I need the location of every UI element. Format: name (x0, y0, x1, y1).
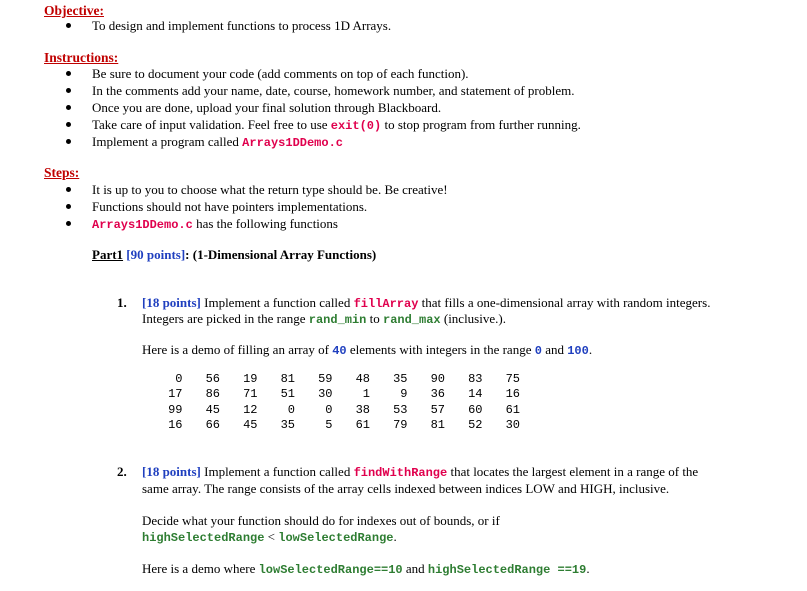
array-cell: 19 (243, 371, 258, 386)
array-cell: 60 (468, 402, 483, 417)
q1-points: [18 points] (142, 295, 201, 310)
table-row (145, 387, 520, 403)
demo-high-range: highSelectedRange ==19 (427, 563, 587, 577)
instruction-item-implement: Implement a program called Arrays1DDemo.c (92, 134, 343, 150)
func-findwithrange: findWithRange (353, 466, 448, 480)
array-cell: 30 (505, 418, 520, 433)
bullet-icon (66, 88, 71, 93)
step-item-functions: Arrays1DDemo.c has the following functions (92, 216, 338, 232)
array-cell: 16 (505, 387, 520, 402)
bullet-icon (66, 139, 71, 144)
array-cell: 5 (325, 418, 333, 433)
array-cell: 0 (175, 371, 183, 386)
demo-low: 0 (534, 344, 542, 358)
array-cell: 83 (468, 371, 483, 386)
bullet-icon (66, 221, 71, 226)
filename-code: Arrays1DDemo.c (92, 218, 193, 232)
array-cell: 53 (393, 402, 408, 417)
bullet-icon (66, 187, 71, 192)
demo-array-table (145, 371, 520, 433)
array-cell: 81 (430, 418, 445, 433)
q1-line1: [18 points] Implement a function called fillArray that fills a one-dimensional array with random integers. (142, 295, 711, 311)
table-row (145, 418, 520, 434)
instruction-item: Be sure to document your code (add comments on top of each function). (92, 66, 469, 81)
array-cell: 79 (393, 418, 408, 433)
demo-low-range: lowSelectedRange==10 (258, 563, 403, 577)
array-cell: 57 (430, 402, 445, 417)
q2-line2: same array. The range consists of the array cells indexed between indices LOW and HIGH, inclusive. (142, 481, 670, 496)
instruction-item: In the comments add your name, date, course, homework number, and statement of problem. (92, 83, 575, 98)
array-cell: 81 (280, 371, 295, 386)
array-cell: 12 (243, 402, 258, 417)
rand-max-code: rand_max (383, 313, 441, 327)
array-cell: 75 (505, 371, 520, 386)
q2-line1: [18 points] Implement a function called findWithRange that locates the largest element in a range of the (142, 464, 699, 480)
part1-heading: Part1 [90 points]: (1-Dimensional Array Functions) (92, 247, 377, 262)
high-range-code: highSelectedRange (142, 531, 265, 545)
step-item: Functions should not have pointers implementations. (92, 199, 368, 214)
instruction-item-validation: Take care of input validation. Feel free to use exit(0) to stop program from further running. (92, 117, 581, 133)
array-cell: 86 (205, 387, 220, 402)
array-cell: 35 (280, 418, 295, 433)
bullet-icon (66, 105, 71, 110)
array-cell: 45 (243, 418, 258, 433)
array-cell: 0 (287, 402, 295, 417)
array-cell: 48 (355, 371, 370, 386)
q2-demo-caption: Here is a demo where lowSelectedRange==10 and highSelectedRange ==19. (142, 561, 590, 577)
array-cell: 59 (318, 371, 333, 386)
array-cell: 14 (468, 387, 483, 402)
array-cell: 51 (280, 387, 295, 402)
func-fillarray: fillArray (353, 297, 419, 311)
array-cell: 35 (393, 371, 408, 386)
array-cell: 36 (430, 387, 445, 402)
array-cell: 17 (168, 387, 183, 402)
bullet-icon (66, 71, 71, 76)
instruction-item: Once you are done, upload your final solution through Blackboard. (92, 100, 442, 115)
filename-code: Arrays1DDemo.c (242, 136, 343, 150)
q2-condition: highSelectedRange < lowSelectedRange. (142, 529, 397, 545)
array-cell: 0 (325, 402, 333, 417)
steps-heading: Steps: (44, 165, 80, 180)
demo-count: 40 (332, 344, 347, 358)
array-cell: 66 (205, 418, 220, 433)
array-cell: 16 (168, 418, 183, 433)
array-cell: 30 (318, 387, 333, 402)
q1-line2: Integers are picked in the range rand_min to rand_max (inclusive.). (142, 311, 506, 327)
bullet-icon (66, 204, 71, 209)
part1-points: [90 points] (126, 247, 186, 262)
q1-demo-caption: Here is a demo of filling an array of 40 elements with integers in the range 0 and 100. (142, 342, 593, 358)
instructions-heading: Instructions: (44, 50, 119, 65)
q2-points: [18 points] (142, 464, 201, 479)
array-cell: 56 (205, 371, 220, 386)
array-cell: 99 (168, 402, 183, 417)
demo-high: 100 (567, 344, 589, 358)
objective-item: To design and implement functions to process 1D Arrays. (92, 18, 392, 33)
array-cell: 45 (205, 402, 220, 417)
exit-code: exit(0) (330, 119, 382, 133)
array-cell: 90 (430, 371, 445, 386)
array-cell: 52 (468, 418, 483, 433)
q1-number: 1. (117, 295, 127, 310)
array-cell: 61 (505, 402, 520, 417)
step-item: It is up to you to choose what the return type should be. Be creative! (92, 182, 448, 197)
bullet-icon (66, 122, 71, 127)
bullet-icon (66, 23, 71, 28)
array-cell: 61 (355, 418, 370, 433)
table-row (145, 371, 520, 387)
low-range-code: lowSelectedRange (278, 531, 394, 545)
q2-number: 2. (117, 464, 127, 479)
objective-heading: Objective: (44, 3, 104, 18)
q2-decide: Decide what your function should do for indexes out of bounds, or if (142, 513, 500, 528)
rand-min-code: rand_min (308, 313, 367, 327)
array-cell: 71 (243, 387, 258, 402)
array-cell: 38 (355, 402, 370, 417)
array-cell: 9 (400, 387, 408, 402)
array-cell: 1 (362, 387, 370, 402)
table-row (145, 402, 520, 418)
